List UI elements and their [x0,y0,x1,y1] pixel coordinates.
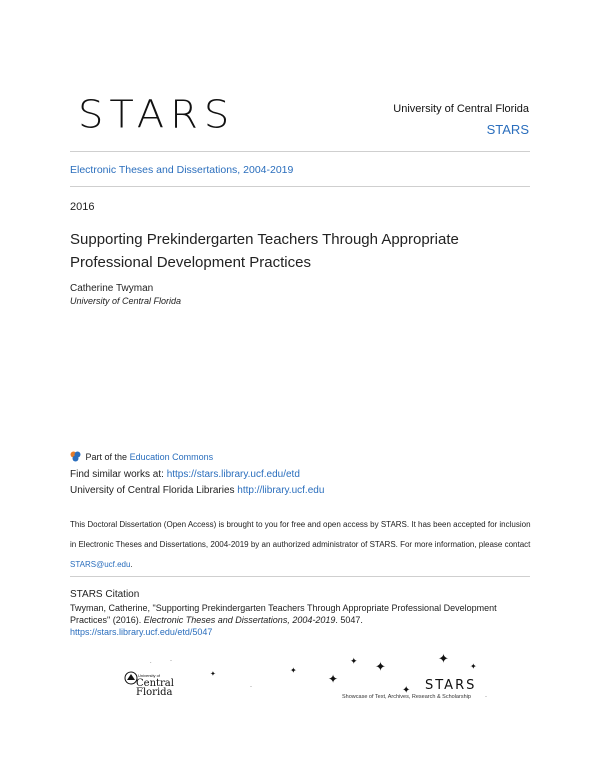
citation-url-link[interactable]: https://stars.library.ucf.edu/etd/5047 [70,627,213,637]
star-icon: ✦ [402,685,411,696]
star-icon: · [485,694,487,700]
similar-works-line [70,469,300,480]
document-title: Supporting Prekindergarten Teachers Through Appropriate Professional Development Practices [70,231,459,271]
ucf-logo-line1: Central [136,678,174,689]
citation-divider [70,576,530,577]
collection-link[interactable]: Electronic Theses and Dissertations, 2004-2019 [70,164,294,176]
star-icon: ✦ [210,671,216,678]
bepress-commons-icon [70,451,81,462]
collection-divider [70,186,530,187]
star-icon: · [250,684,252,690]
footer-tagline: Showcase of Text, Archives, Research & Scholarship [342,694,471,700]
libraries-line [70,485,324,496]
star-icon: ✦ [328,672,339,686]
publication-year: 2016 [70,201,95,213]
similar-works-prefix: Find similar works at: [70,469,164,480]
libraries-link[interactable]: http://library.ucf.edu [237,485,325,496]
ucf-logo-top: University of [138,673,161,678]
stars-repository-link[interactable]: STARS [486,122,529,137]
star-icon: · [170,658,172,664]
stars-logo: STARS [78,93,236,137]
star-icon: ✦ [470,662,477,671]
star-icon: · [150,660,152,666]
footer-stars-logo: STARS [425,678,477,693]
libraries-prefix: University of Central Florida Libraries [70,485,235,496]
institution-name: University of Central Florida [393,103,529,115]
citation-heading: STARS Citation [70,589,140,600]
citation-number: . 5047. [335,615,363,625]
notice-end: . [130,560,133,569]
header-divider [70,151,530,152]
citation-main: Twyman, Catherine, "Supporting Prekindergarten Teachers Through Appropriate Professional Development Practices" (2016). [70,603,497,625]
notice-text: This Doctoral Dissertation (Open Access) is brought to you for free and open access by STARS. It has been accepted for inclusion in Electronic Theses and Dissertations, 2004-2019 by an authorized administrator of STARS. For more information, please contact [70,520,531,549]
star-icon: ✦ [350,656,358,666]
star-icon: ✦ [438,651,449,666]
similar-works-link[interactable]: https://stars.library.ucf.edu/etd [166,469,300,480]
contact-email-link[interactable]: STARS@ucf.edu [70,560,131,569]
author-name: Catherine Twyman [70,283,154,294]
education-commons-link[interactable]: Education Commons [129,452,214,462]
star-icon: ✦ [290,666,297,675]
citation-text [70,602,510,638]
star-icon: ✦ [375,659,386,674]
author-affiliation: University of Central Florida [70,296,182,306]
access-notice [70,515,535,575]
discipline-prefix: Part of the [85,452,128,462]
citation-journal: Electronic Theses and Dissertations, 2004-2019 [143,615,336,625]
ucf-logo-line2: Florida [136,687,173,698]
discipline-line [70,451,213,462]
